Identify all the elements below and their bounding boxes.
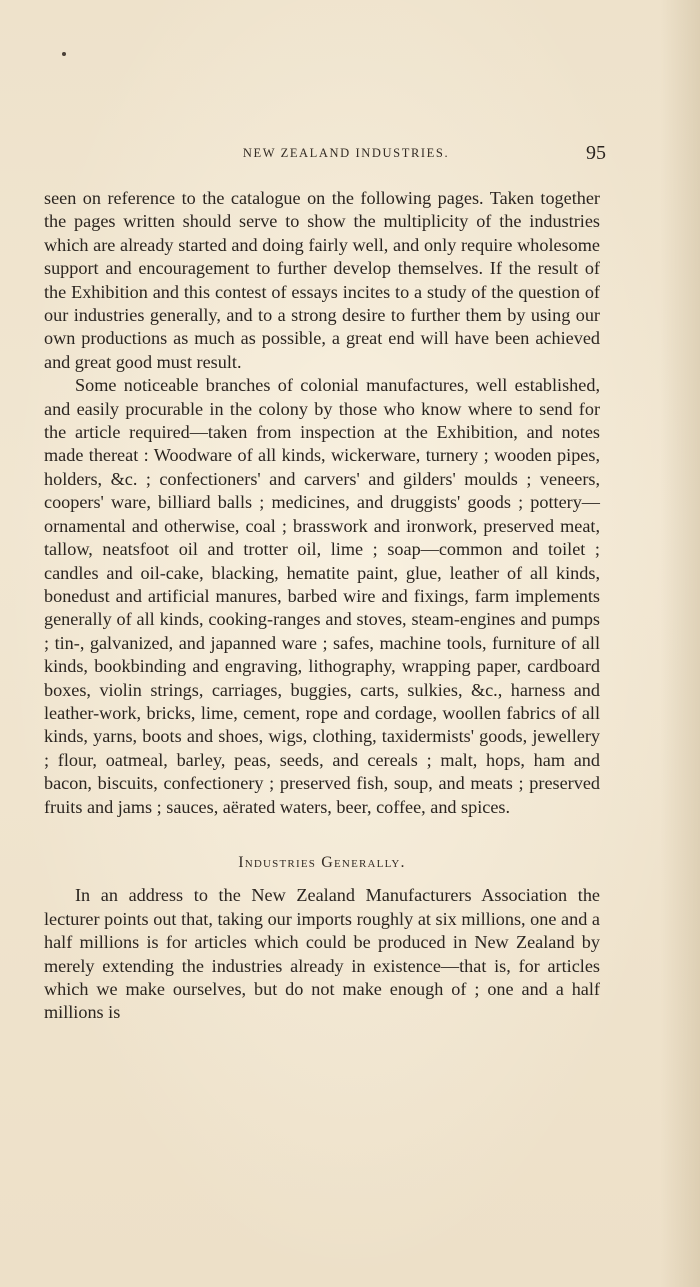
page-number: 95 bbox=[586, 142, 606, 164]
section-heading: Industries Generally. bbox=[238, 853, 406, 871]
page-header bbox=[46, 142, 606, 166]
page-body bbox=[44, 187, 600, 1025]
paragraph: seen on reference to the catalogue on the following pages. Taken together the pages written should serve to show the multiplicity of the industries which are already started and doing fairly well, and only require wholesome support and encouragement to further develop themselves. If the result of the Exhibition and this contest of essays incites to a study of the question of our industries generally, and to a strong desire to further them by using our own productions as much as possible, a great end will have been achieved and great good must result. bbox=[44, 188, 600, 372]
paragraph: In an address to the New Zealand Manufacturers Association the lecturer points out that, taking our imports roughly at six millions, one and a half millions is for articles which could be produced in New Zealand by merely extending the industries already in existence—that is, for articles which we make ourselves, but do not make enough of ; one and a half millions is bbox=[44, 885, 600, 1023]
ink-speck bbox=[62, 52, 66, 56]
page-edge-shading bbox=[660, 0, 700, 1287]
paragraph: Some noticeable branches of colonial manufactures, well established, and easily procurable in the colony by those who know where to send for the article required—taken from inspection at the Exhibition, and notes made thereat : Woodware of all kinds, wickerware, turnery ; wooden pipes, holders, &c. ; confectioners' and carvers' and gilders' moulds ; veneers, coopers' ware, billiard balls ; medicines, and druggists' goods ; pottery—ornamental and otherwise, coal ; brasswork and ironwork, preserved meat, tallow, neatsfoot oil and trotter oil, lime ; soap—common and toilet ; candles and oil-cake, blacking, hematite paint, glue, leather of all kinds, bonedust and artificial manures, barbed wire and fixings, farm implements generally of all kinds, cooking-ranges and stoves, steam-engines and pumps ; tin-, galvanized, and japanned ware ; safes, machine tools, furniture of all kinds, bookbinding and engraving, lithography, wrapping paper, cardboard boxes, violin strings, carriages, buggies, carts, sulkies, &c., harness and leather-work, bricks, lime, cement, rope and cordage, woollen fabrics of all kinds, yarns, boots and shoes, wigs, clothing, taxidermists' goods, jewellery ; flour, oatmeal, barley, peas, seeds, and cereals ; malt, hops, ham and bacon, biscuits, confectionery ; preserved fish, soup, and meats ; preserved fruits and jams ; sauces, aërated waters, beer, coffee, and spices. bbox=[44, 375, 600, 817]
running-title: NEW ZEALAND INDUSTRIES. bbox=[242, 146, 450, 160]
